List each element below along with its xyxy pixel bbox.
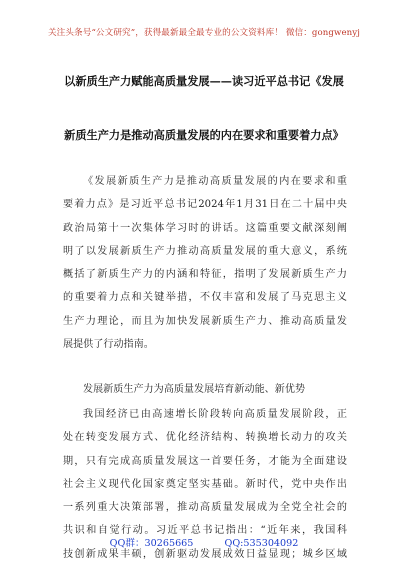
paragraph-line: 《发展新质生产力是推动高质量发展的内在要求和重 [83,176,347,187]
paragraph-line: 政治局第十一次集体学习时的讲话。这篇重要文献深刻阐 [63,222,347,234]
document-title-line-1: 以新质生产力赋能高质量发展——读习近平总书记《发展 [64,74,344,88]
paragraph-line: 社会主义现代化国家奠定坚实基础。新时代，党中央作出 [63,478,347,490]
paragraph-line: 要着力点》是习近平总书记2024年1月31日在二十届中央 [63,199,347,211]
footer-qq-number: QQ:535304092 [224,538,299,549]
paragraph-line: 明了以发展新质生产力推动高质量发展的重大意义，系统 [63,245,347,257]
document-title-line-2: 新质生产力是推动高质量发展的内在要求和重要着力点》 [64,128,344,142]
paragraph-line: 展提供了行动指南。 [63,339,154,351]
paragraph-line: 的重要着力点和关键举措，不仅丰富和发展了马克思主义 [63,292,347,304]
header-banner: 关注头条号“公文研究”，获得最新最全最专业的公文资料库！ 微信：gongwenyj [47,28,361,38]
section-heading: 发展新质生产力为高质量发展培育新动能、新优势 [83,384,306,395]
paragraph-line: 生产力理论，而且为加快发展新质生产力、推动高质量发 [63,315,347,327]
paragraph-line: 一系列重大决策部署，推动高质量发展成为全党全社会的 [63,502,347,514]
footer-contact [0,535,408,549]
paragraph-line: 技创新成果丰硕，创新驱动发展成效日益显现；城乡区域 [63,548,347,560]
paragraph-line: 期，只有完成高质量发展这一首要任务，才能为全面建设 [63,455,347,467]
paragraph-line: 共识和自觉行动。习近平总书记指出：“近年来，我国科 [63,525,347,537]
footer-qq-group: QQ群：30265665 [109,538,194,549]
paragraph-intro [63,170,347,356]
paragraph-line: 概括了新质生产力的内涵和特征，指明了发展新质生产力 [63,269,347,281]
paragraph-line: 我国经济已由高速增长阶段转向高质量发展阶段，正 [83,409,347,420]
paragraph-line: 处在转变发展方式、优化经济结构、转换增长动力的攻关 [63,432,347,444]
